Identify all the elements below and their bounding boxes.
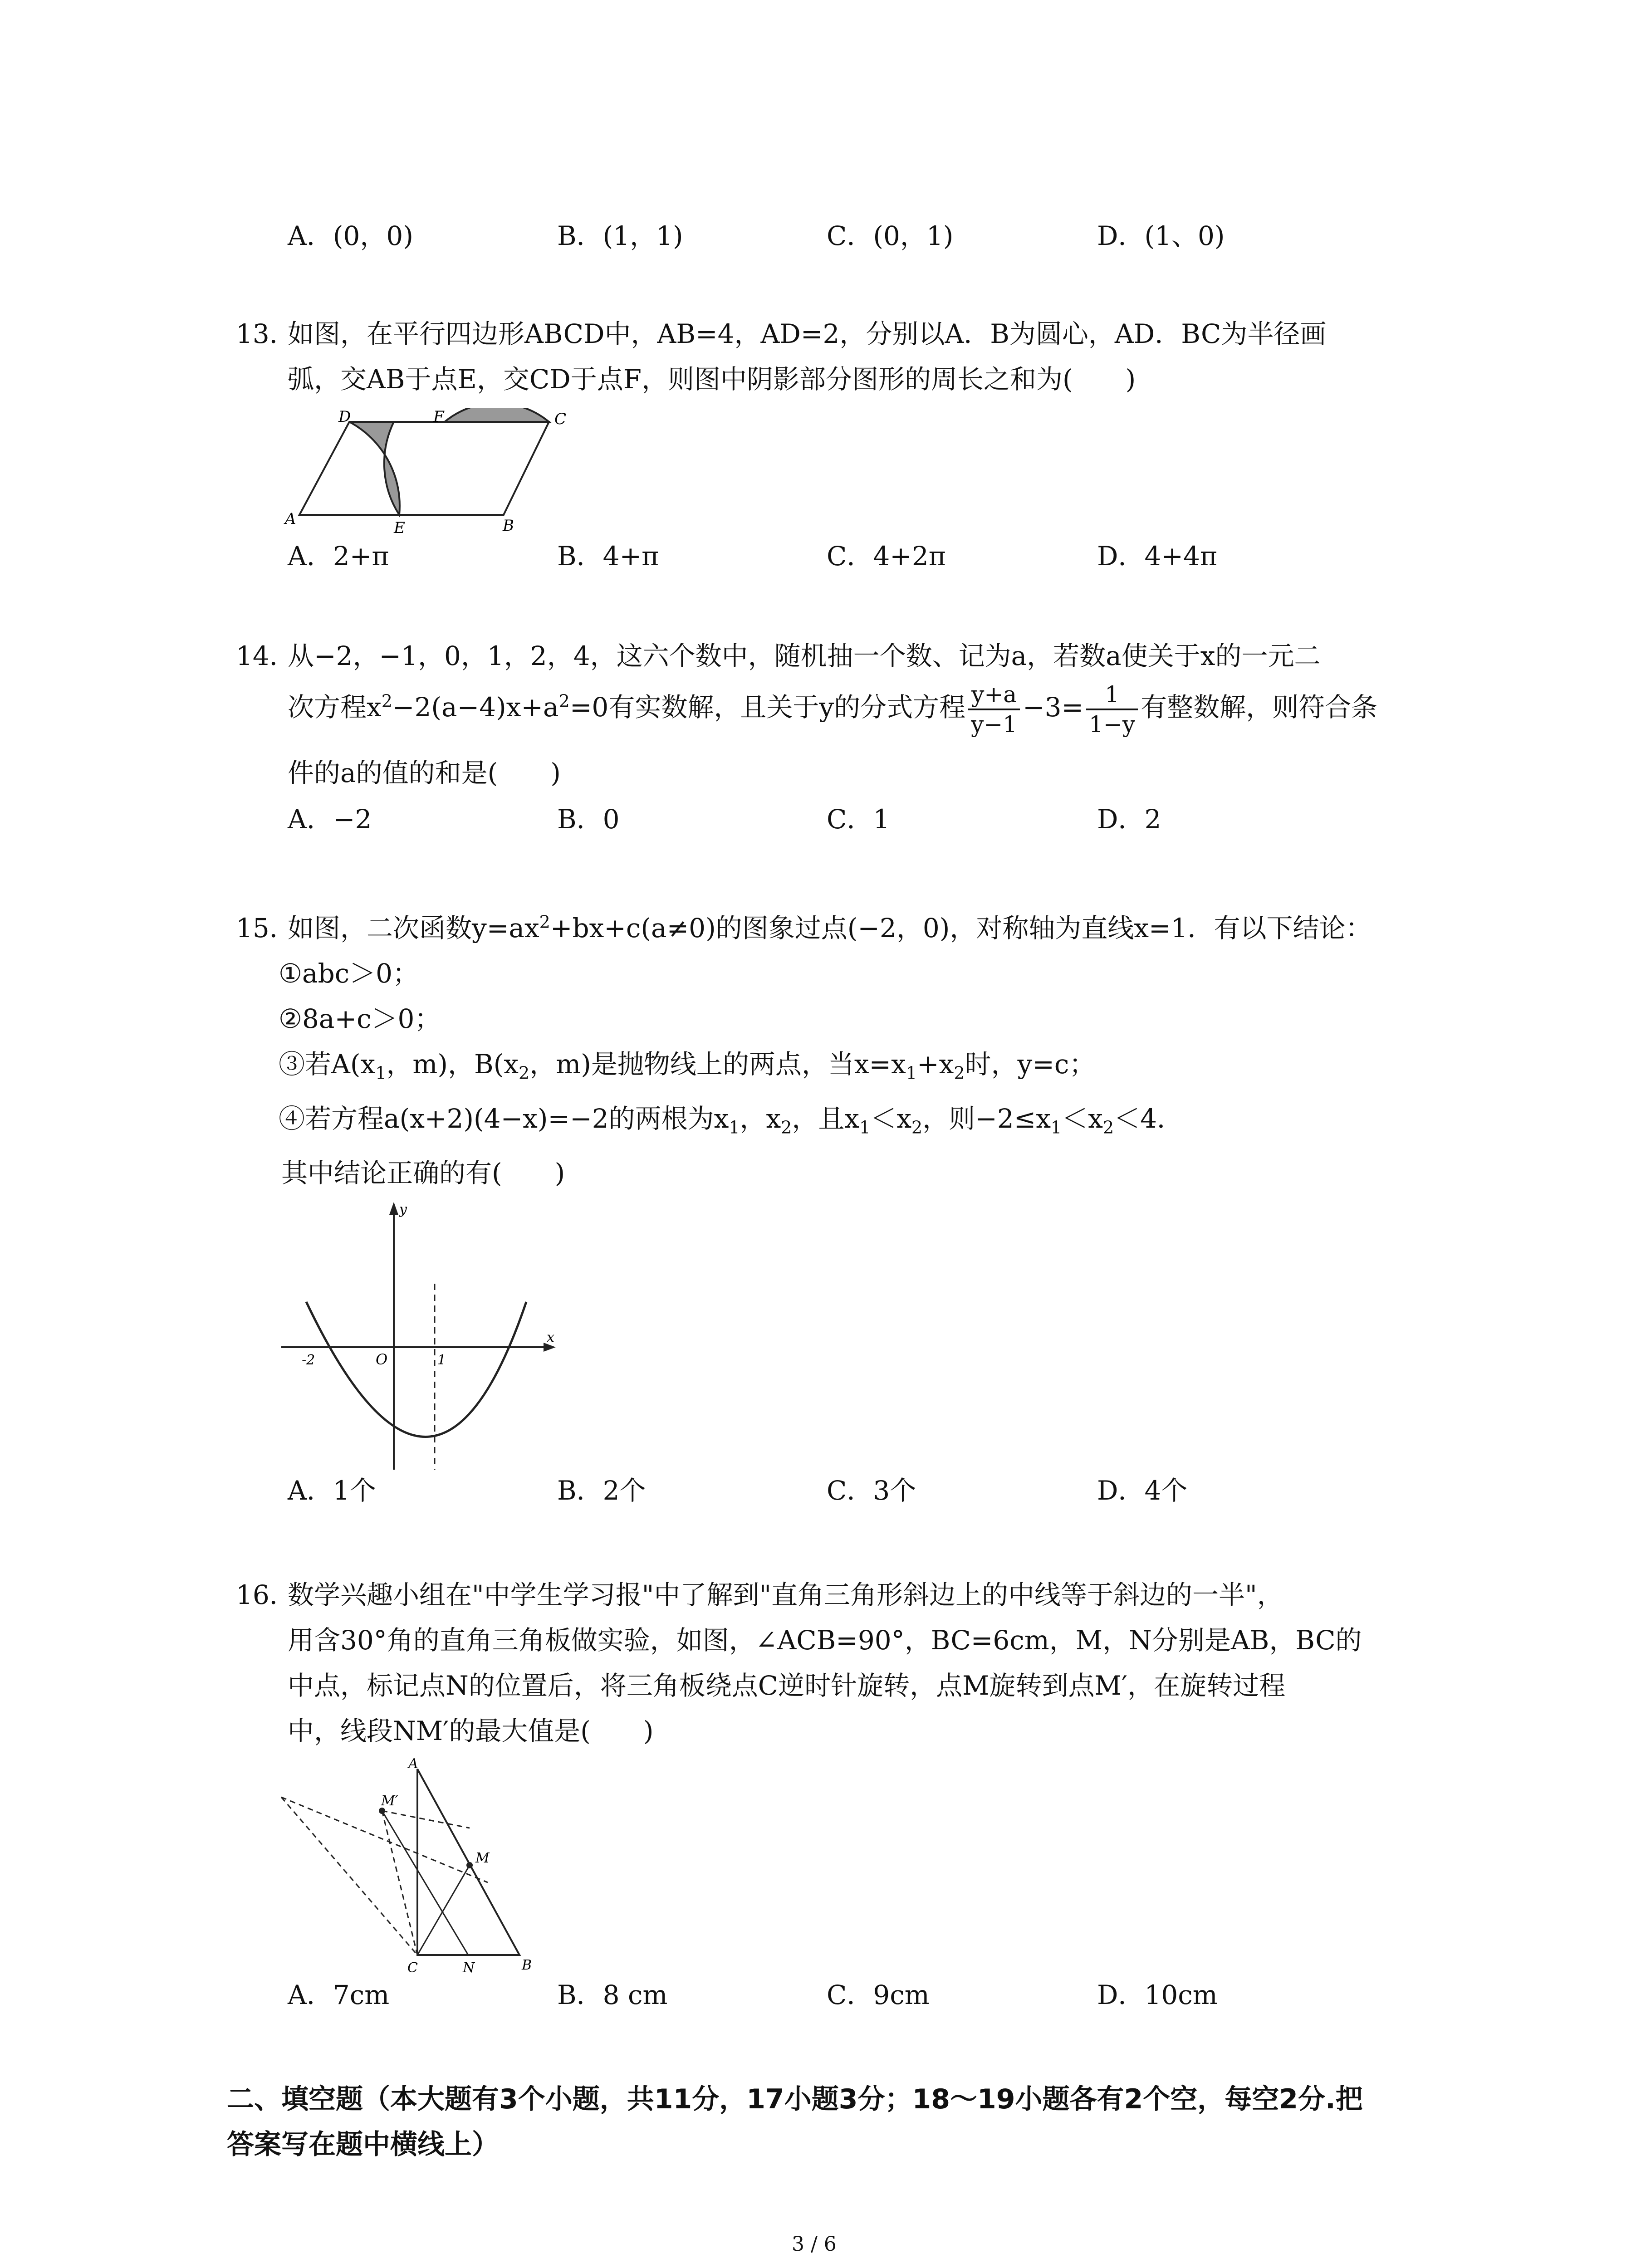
q13-parallelogram (299, 422, 549, 515)
q16-label-a: A (408, 1756, 418, 1772)
page-number: 3 / 6 (792, 2233, 837, 2256)
q16-option-d: D．10cm (1097, 1980, 1218, 2010)
q13-label-e: E (394, 519, 405, 535)
q16-label-m-prime: M′ (381, 1793, 398, 1809)
section2-heading-line2: 答案写在题中横线上） (227, 2129, 499, 2160)
q13-number: 13． (236, 318, 296, 349)
q16-rotated-side-1 (281, 1797, 417, 1955)
q12-option-d: D．(1、0) (1097, 220, 1225, 251)
q15-question: 其中结论正确的有( ) (281, 1158, 565, 1188)
q16-text-line2: 用含30°角的直角三角板做实验，如图，∠ACB=90°，BC=6cm，M，N分别是AB，BC的 (288, 1625, 1362, 1656)
q16-arc-hint (382, 1811, 470, 1828)
q15-conclusion-4: ④若方程a(x+2)(4−x)=−2的两根为$x_1$，$x_2$，且$x_1<x_2$，则$-2\le x_1<x_2<4$． (279, 1103, 1184, 1138)
q16-point-m (466, 1862, 473, 1868)
q12-option-a: A．(0，0) (288, 220, 413, 251)
q16-text-line3: 中点，标记点N的位置后，将三角板绕点C逆时针旋转，点M旋转到点M′，在旋转过程 (288, 1670, 1286, 1701)
q15-conclusion-1: ①abc＞0； (279, 958, 419, 989)
q15-label-y: y (399, 1202, 407, 1217)
q16-triangle-abc (417, 1769, 519, 1955)
q15-label-one: 1 (437, 1352, 446, 1368)
q13-label-f: F (433, 408, 444, 426)
q14-option-a: A．−2 (288, 804, 372, 835)
q14-option-c: C．1 (827, 804, 890, 835)
q13-label-a: A (285, 510, 296, 528)
section2-heading-line1: 二、填空题（本大题有3个小题，共11分，17小题3分；18～19小题各有2个空，每空2分.把 (227, 2083, 1363, 2115)
q14-option-b: B．0 (557, 804, 620, 835)
q14-option-d: D．2 (1097, 804, 1161, 835)
q16-option-b: B．8 cm (557, 1980, 668, 2010)
q16-option-a: A．7cm (288, 1980, 390, 2010)
q13-option-d: D．4+4π (1097, 541, 1218, 572)
q15-label-neg2: -2 (302, 1352, 315, 1368)
q14-text-line2: 次方程$x^2-2(a-4)x+a^2=0$有实数解，且关于y的分式方程 $\frac{y+a}{y-1}$ −3= $\frac{1}{1-y}$ 有整数解，则符合条 (288, 681, 1378, 738)
q14-fraction-1: $\frac{y+a}{y-1}$ (968, 680, 1020, 738)
q15-text-line1: 如图，二次函数$y=ax^2+bx+c(a\ne 0)$的图象过点(−2，0)，对称轴为直线x=1．有以下结论： (288, 912, 1372, 943)
q14-number: 14． (236, 640, 296, 671)
q13-option-a: A．2+π (288, 541, 389, 572)
q15-parabola-graph (272, 1198, 567, 1479)
q12-option-b: B．(1，1) (557, 220, 683, 251)
q16-segment-nm-prime (382, 1811, 468, 1955)
q16-text-line1: 数学兴趣小组在"中学生学习报"中了解到"直角三角形斜边上的中线等于斜边的一半"， (288, 1579, 1283, 1610)
q16-label-n: N (463, 1960, 475, 1976)
q15-parabola-curve (306, 1302, 526, 1437)
q16-triangle-figure (272, 1755, 554, 1978)
q15-option-c: C．3个 (827, 1475, 916, 1506)
q13-label-b: B (503, 517, 514, 535)
q13-label-c: C (554, 410, 567, 428)
q14-fraction-2: $\frac{1}{1-y}$ (1086, 680, 1138, 738)
q16-text-line4: 中，线段NM′的最大值是( ) (288, 1716, 654, 1746)
q16-label-c: C (407, 1960, 418, 1976)
q16-number: 16． (236, 1579, 296, 1610)
q15-label-origin: O (376, 1351, 388, 1368)
q15-number: 15． (236, 913, 296, 943)
q13-label-d: D (338, 408, 351, 426)
q13-option-c: C．4+2π (827, 541, 946, 572)
q15-option-a: A．1个 (288, 1475, 376, 1506)
q13-shaded-region-left (349, 422, 400, 515)
q13-text-line1: 如图，在平行四边形ABCD中，AB=4，AD=2，分别以A．B为圆心，AD．BC为半径画 (288, 318, 1327, 349)
q13-text-line2: 弧，交AB于点E，交CD于点F，则图中阴影部分图形的周长之和为( ) (288, 364, 1136, 395)
q15-y-arrow (389, 1202, 398, 1215)
q13-option-b: B．4+π (557, 541, 659, 572)
q16-label-b: B (522, 1957, 532, 1973)
q13-shaded-region-right (445, 408, 549, 422)
q15-label-x: x (547, 1330, 554, 1345)
q16-option-c: C．9cm (827, 1980, 930, 2010)
q15-conclusion-2: ②8a+c＞0； (279, 1003, 441, 1034)
q15-option-b: B．2个 (557, 1475, 646, 1506)
q16-median-cm (417, 1865, 470, 1955)
q12-option-c: C．(0，1) (827, 220, 954, 251)
q16-label-m: M (475, 1850, 490, 1866)
q16-rotated-median (382, 1811, 417, 1955)
q15-option-d: D．4个 (1097, 1475, 1188, 1506)
q13-parallelogram-figure (277, 408, 585, 535)
q14-text-line3: 件的a的值的和是( ) (288, 758, 561, 788)
q14-text-line1: 从−2，−1，0，1，2，4，这六个数中，随机抽一个数、记为a，若数a使关于x的一元二 (288, 640, 1321, 671)
q15-conclusion-3: ③若$A(x_1$，m)，$B(x_2$，m)是抛物线上的两点，当$x=x_1+x_2$时，y=c； (279, 1049, 1096, 1083)
